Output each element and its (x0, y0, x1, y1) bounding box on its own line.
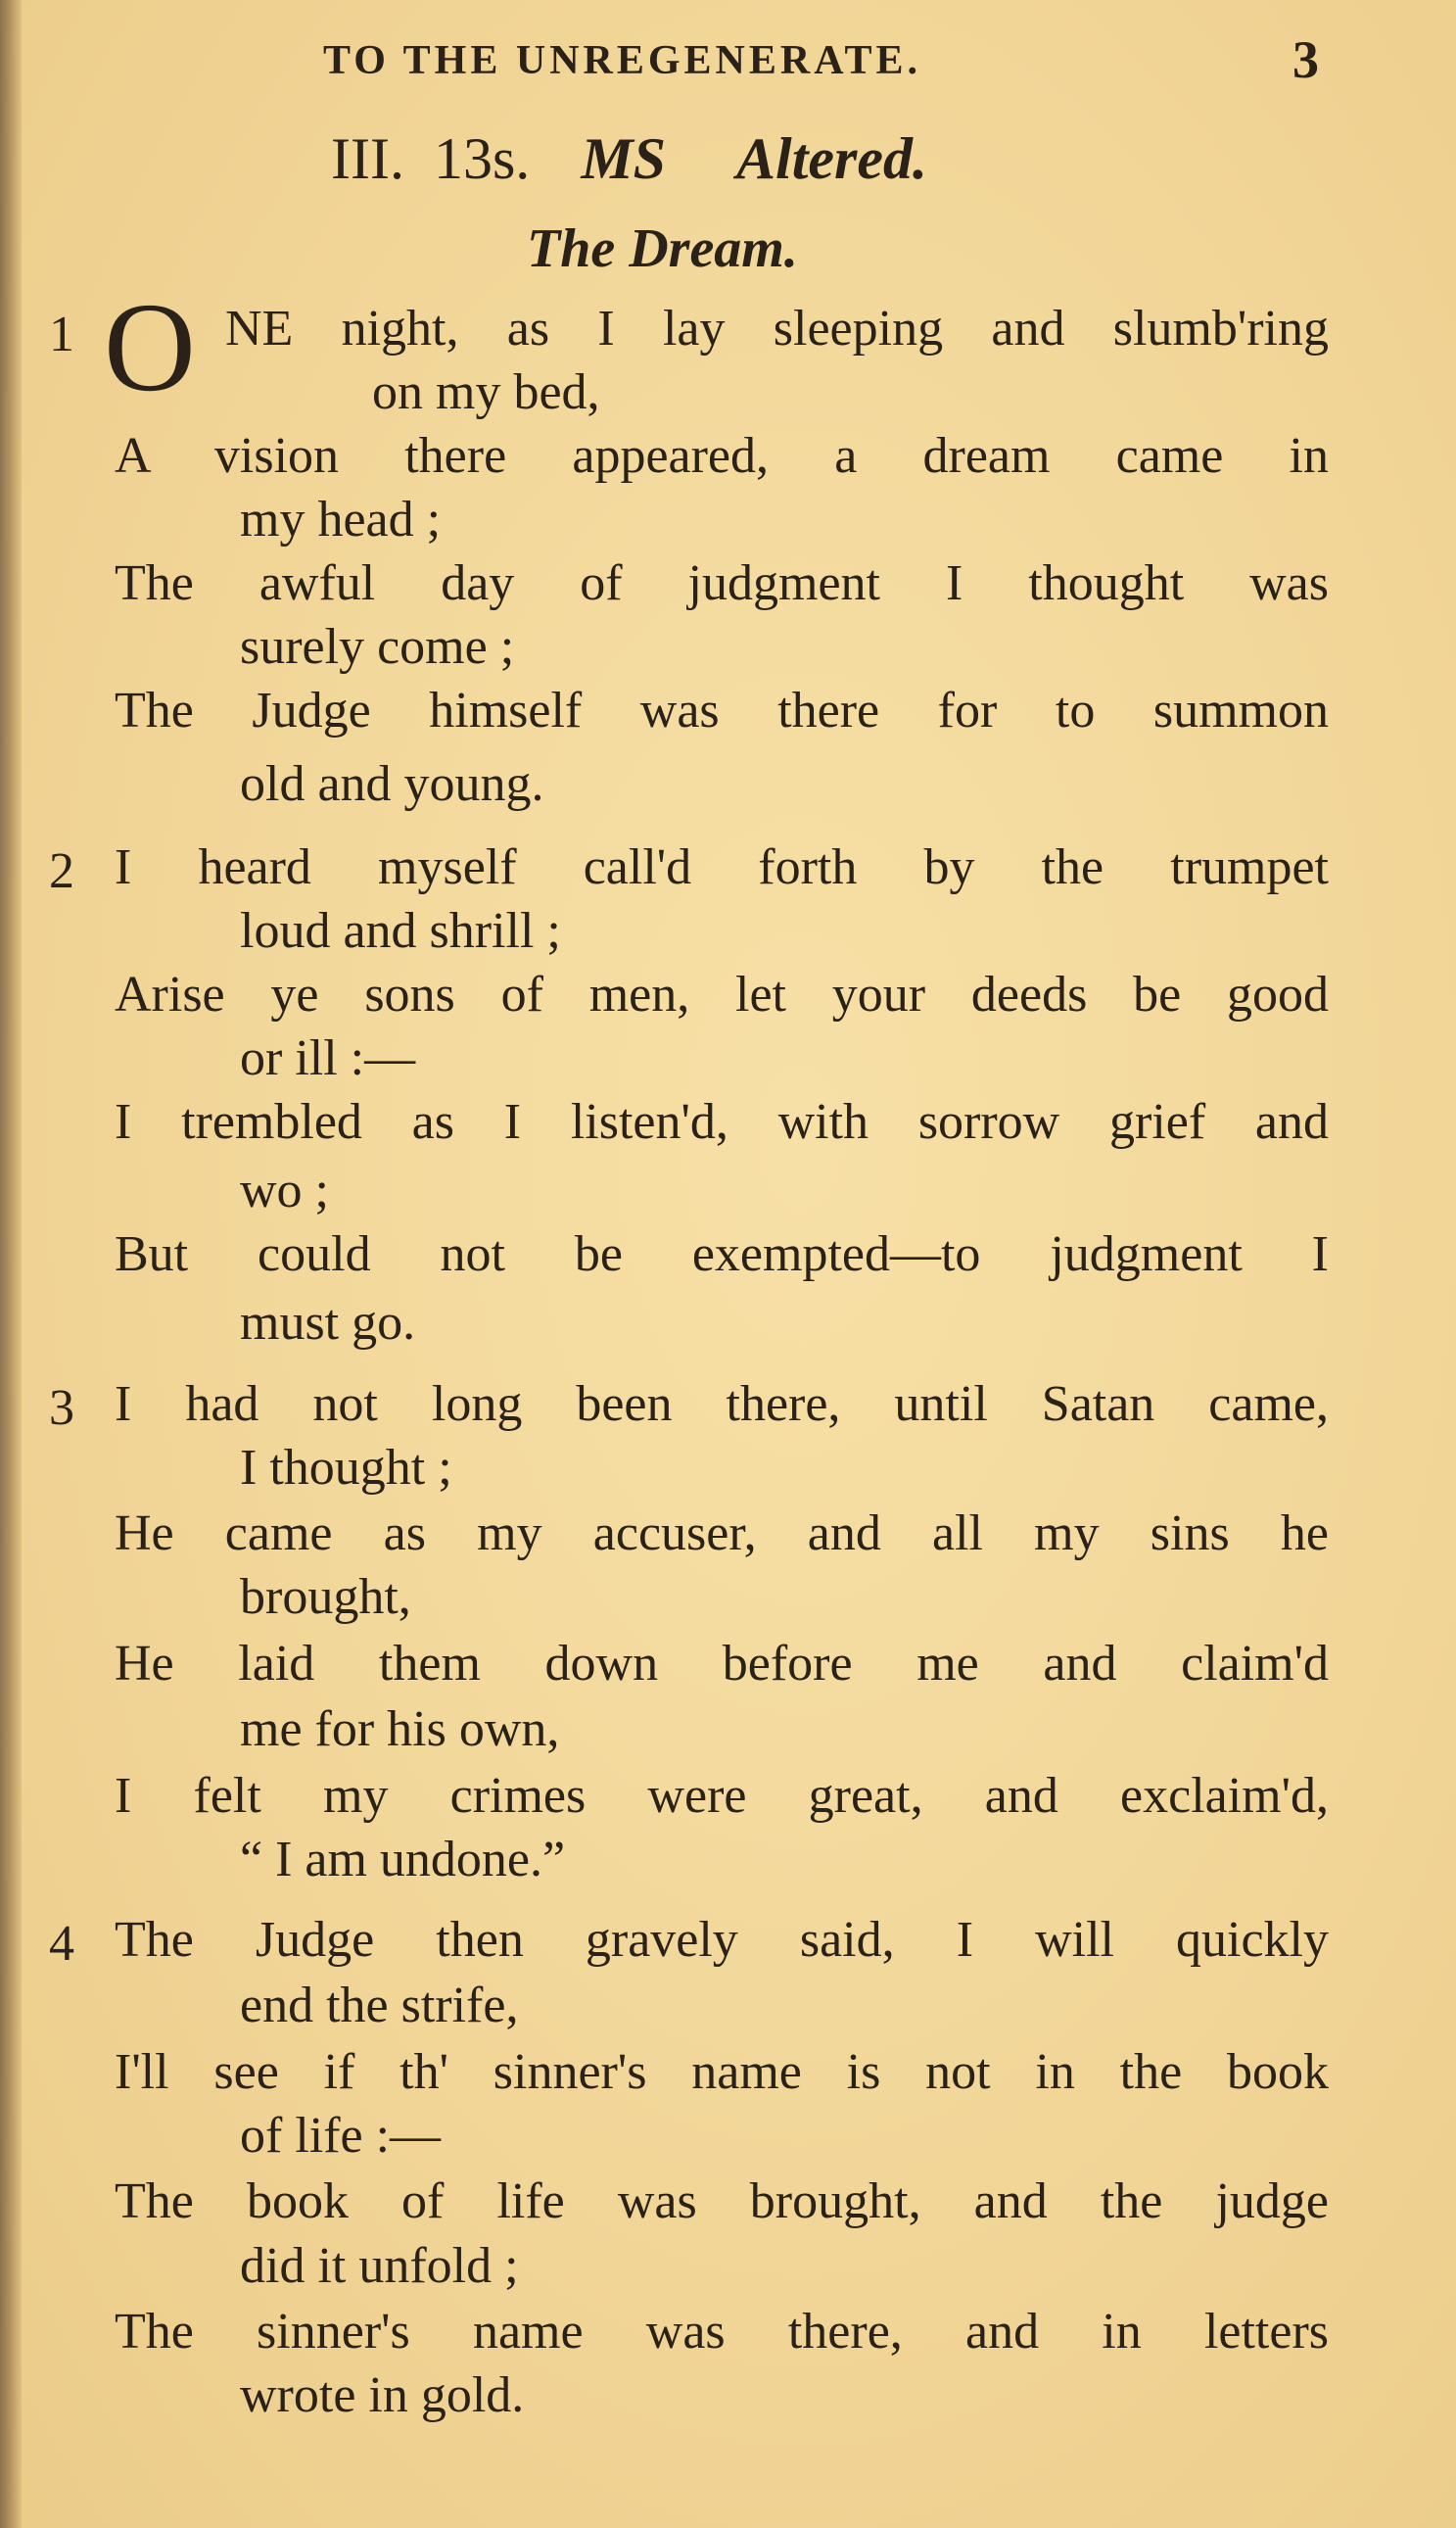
verse-line: brought, (240, 1569, 411, 1625)
verse-line: I felt my crimes were great, and exclaim'd, (115, 1768, 1329, 1824)
verse-line: The sinner's name was there, and in letters (115, 2304, 1329, 2360)
hymn-meta (331, 125, 927, 193)
hymn-source: MS (581, 126, 667, 191)
verse-line: Arise ye sons of men, let your deeds be good (115, 967, 1329, 1023)
verse-line: The book of life was brought, and the judge (115, 2173, 1329, 2229)
stanza-number: 2 (49, 843, 74, 899)
verse-line: of life :— (240, 2108, 442, 2164)
verse-line: A vision there appeared, a dream came in (115, 428, 1329, 484)
verse-line: NE night, as I lay sleeping and slumb'ring (225, 301, 1329, 357)
verse-line: “ I am undone.” (240, 1832, 566, 1887)
verse-line: did it unfold ; (240, 2238, 519, 2294)
verse-line: I trembled as I listen'd, with sorrow grief and (115, 1094, 1329, 1150)
verse-line: wo ; (240, 1163, 329, 1218)
verse-line: The Judge then gravely said, I will quickly (115, 1912, 1329, 1968)
verse-line: end the strife, (240, 1978, 519, 2033)
verse-line: He came as my accuser, and all my sins he (115, 1505, 1329, 1561)
verse-line: The awful day of judgment I thought was (115, 555, 1329, 611)
verse-line: old and young. (240, 756, 544, 812)
verse-line: my head ; (240, 492, 442, 548)
stanza-number: 4 (49, 1916, 74, 1972)
hymn-number: III. (331, 126, 404, 191)
page-number: 3 (1292, 30, 1319, 89)
verse-line: The Judge himself was there for to summon (115, 683, 1329, 739)
stanza-number: 1 (49, 307, 74, 362)
verse-line: I had not long been there, until Satan came, (115, 1376, 1329, 1432)
verse-line: wrote in gold. (240, 2367, 525, 2423)
stanza-number: 3 (49, 1380, 74, 1436)
verse-line: me for his own, (240, 1701, 560, 1757)
verse-line: loud and shrill ; (240, 903, 561, 959)
hymn-meter: 13s. (433, 126, 531, 191)
verse-line: I thought ; (240, 1440, 452, 1496)
verse-line: on my bed, (372, 364, 600, 420)
running-head: TO THE UNREGENERATE. (323, 38, 921, 83)
hymn-title: The Dream. (527, 218, 798, 279)
hymn-note: Altered. (736, 126, 928, 191)
verse-line: surely come ; (240, 619, 515, 675)
drop-cap: O (104, 277, 196, 418)
verse-line: or ill :— (240, 1030, 416, 1086)
verse-line: But could not be exempted—to judgment I (115, 1226, 1329, 1282)
verse-line: must go. (240, 1295, 416, 1351)
verse-line: He laid them down before me and claim'd (115, 1636, 1329, 1692)
page-binding-edge (0, 0, 22, 2528)
verse-line: I heard myself call'd forth by the trumpet (115, 839, 1329, 895)
verse-line: I'll see if th' sinner's name is not in the book (115, 2044, 1329, 2100)
